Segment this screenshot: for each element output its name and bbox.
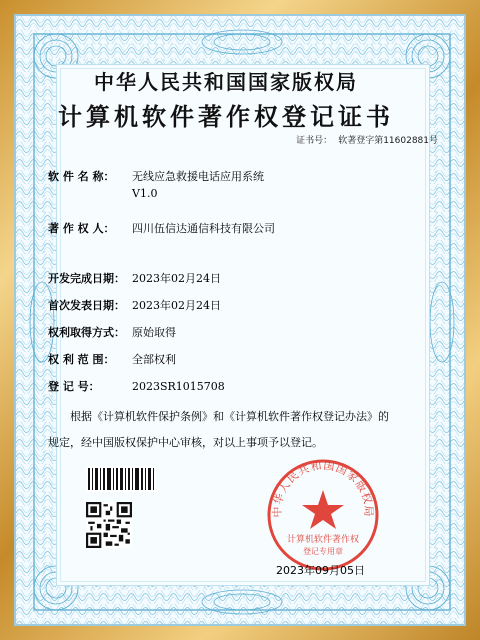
field-label: 软 件 名 称： <box>48 170 115 183</box>
field-completion-date <box>48 270 221 286</box>
statement-line-1: 根据《计算机软件保护条例》和《计算机软件著作权登记办法》的 <box>70 410 389 423</box>
field-label: 开发完成日期： <box>48 272 125 285</box>
certificate-number-value: 软著登字第11602881号 <box>338 136 438 146</box>
field-label: 权 利 范 围： <box>48 353 115 366</box>
field-value: 2023SR1015708 <box>132 380 225 393</box>
field-version: V1.0 <box>132 187 158 200</box>
seal-inner-line-1: 计算机软件著作权 <box>286 535 360 545</box>
field-label: 著 作 权 人： <box>48 222 115 235</box>
field-rights-scope <box>48 351 176 367</box>
field-label: 首次发表日期： <box>48 299 125 312</box>
qr-code-icon <box>86 502 132 548</box>
seal-inner-line-2: 登记专用章 <box>303 547 343 556</box>
field-value: 2023年02月24日 <box>132 272 221 285</box>
issue-date: 2023年09月05日 <box>276 564 365 577</box>
field-publish-date <box>48 297 221 313</box>
field-value: 无线应急救援电话应用系统 <box>132 170 264 183</box>
certificate-number-label: 证书号： <box>296 136 333 146</box>
official-seal <box>264 456 382 574</box>
seal-star-icon <box>302 490 344 529</box>
field-value: 四川伍信达通信科技有限公司 <box>132 222 275 235</box>
field-value: 2023年02月24日 <box>132 299 221 312</box>
statement-line-2: 规定，经中国版权保护中心审核，对以上事项予以登记。 <box>48 436 323 449</box>
field-label: 登 记 号： <box>48 380 100 393</box>
certificate-number <box>290 133 438 146</box>
field-label: 权利取得方式： <box>48 326 125 339</box>
field-software-name <box>48 168 264 200</box>
certificate-title: 计算机软件著作权登记证书 <box>58 102 394 131</box>
field-registration-number <box>48 378 225 394</box>
seal-outer-text: 中华人民共和国国家版权局 <box>270 458 376 518</box>
field-copyright-owner <box>48 220 275 236</box>
statement-paragraph <box>48 404 418 456</box>
barcode-icon <box>86 466 156 492</box>
field-value: 全部权利 <box>132 353 176 366</box>
field-value: 原始取得 <box>132 326 176 339</box>
issuer-title: 中华人民共和国国家版权局 <box>94 70 358 94</box>
field-acquisition-method <box>48 324 176 340</box>
